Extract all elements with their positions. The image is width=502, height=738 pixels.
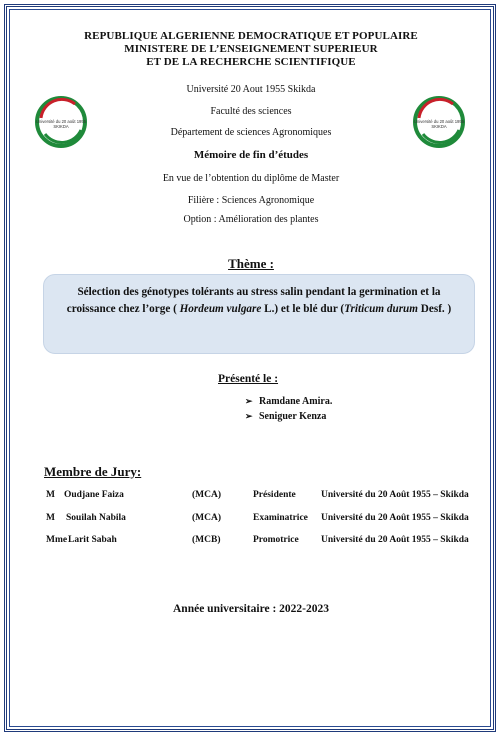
- university-logo-right: [413, 96, 465, 148]
- jury-member-institution: Université du 20 Août 1955 – Skikda: [321, 490, 469, 500]
- presented-label: Présenté le :: [218, 373, 279, 385]
- option: Option : Amélioration des plantes: [183, 214, 319, 225]
- memoire-title: Mémoire de fin d’études: [193, 149, 309, 161]
- jury-row: [0, 513, 502, 527]
- academic-year: Année universitaire : 2022-2023: [173, 603, 329, 615]
- jury-member-name: Larit Sabah: [68, 535, 117, 545]
- jury-title: Membre de Jury:: [44, 464, 142, 479]
- student-name: Ramdane Amira.: [259, 396, 333, 407]
- department-name: Département de sciences Agronomiques: [170, 127, 332, 138]
- university-logo-left: [35, 96, 87, 148]
- jury-member-grade: (MCA): [192, 513, 222, 523]
- theme-text-part3: Desf. ): [418, 303, 452, 315]
- jury-member-role: Promotrice: [253, 535, 299, 545]
- jury-member-title: Mme: [46, 535, 68, 545]
- student-item: [245, 411, 326, 422]
- memoire-purpose: En vue de l’obtention du diplôme de Master: [162, 173, 340, 184]
- svg-text:SKIKDA: SKIKDA: [53, 124, 69, 129]
- theme-text-part2: L.) et le blé dur (: [261, 303, 345, 315]
- student-item: [245, 396, 332, 407]
- jury-row: [0, 535, 502, 549]
- jury-member-title: M: [46, 490, 55, 500]
- jury-member-name: Souilah Nabila: [66, 513, 126, 523]
- university-name: Université 20 Aout 1955 Skikda: [186, 84, 316, 95]
- jury-member-title: M: [46, 513, 55, 523]
- svg-text:SKIKDA: SKIKDA: [431, 124, 447, 129]
- jury-member-institution: Université du 20 Août 1955 – Skikda: [321, 535, 469, 545]
- species-hordeum: Hordeum vulgare: [179, 303, 262, 315]
- jury-member-grade: (MCB): [192, 535, 221, 545]
- jury-member-role: Présidente: [253, 490, 296, 500]
- student-name: Seniguer Kenza: [259, 411, 327, 422]
- species-triticum: Triticum durum: [344, 303, 418, 315]
- theme-box: [43, 274, 475, 354]
- jury-member-role: Examinatrice: [253, 513, 308, 523]
- arrow-bullet-icon: ➢: [245, 411, 253, 421]
- jury-member-name: Oudjane Faiza: [64, 490, 124, 500]
- jury-row: [0, 490, 502, 504]
- jury-member-institution: Université du 20 Août 1955 – Skikda: [321, 513, 469, 523]
- research-line: ET DE LA RECHERCHE SCIENTIFIQUE: [146, 56, 356, 68]
- arrow-bullet-icon: ➢: [245, 396, 253, 406]
- svg-text:Université du 20 août 1955: Université du 20 août 1955: [413, 119, 465, 124]
- faculty-name: Faculté des sciences: [210, 106, 292, 117]
- theme-text-part1: Sélection des génotypes tolérants au stress salin pendant la germination et la croissance chez l’orge (: [66, 286, 441, 315]
- jury-member-grade: (MCA): [192, 490, 222, 500]
- filiere: Filière : Sciences Agronomique: [187, 195, 315, 206]
- republic-line: REPUBLIQUE ALGERIENNE DEMOCRATIQUE ET POPULAIRE: [84, 30, 418, 42]
- svg-text:Université du 20 août 1955: Université du 20 août 1955: [35, 119, 87, 124]
- theme-label: Thème :: [228, 256, 274, 271]
- ministry-line: MINISTERE DE L’ENSEIGNEMENT SUPERIEUR: [124, 43, 378, 55]
